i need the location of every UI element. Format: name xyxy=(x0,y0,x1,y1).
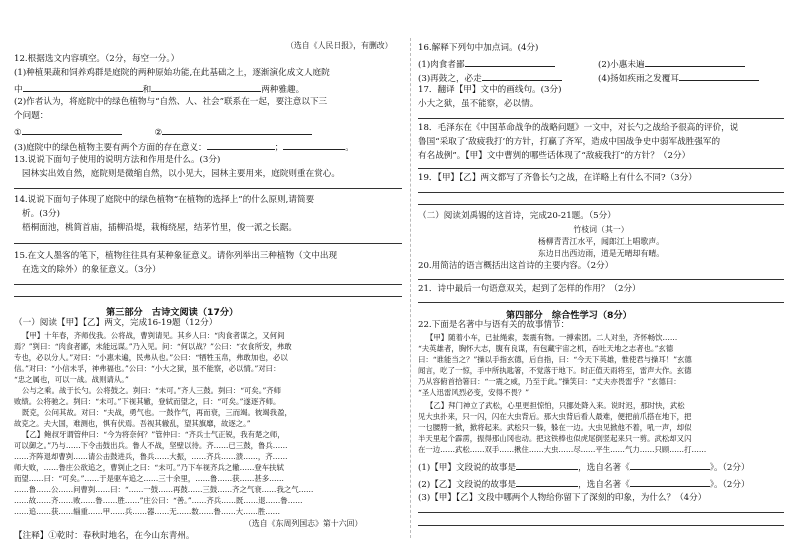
q16-blank-3[interactable] xyxy=(482,72,562,81)
q18-line-a: 18．毛泽东在《中国革命战争的战略问题》一文中，对长勺之战给予很高的评价，说 xyxy=(418,123,739,133)
poem-line-2: 东边日出西边雨，道是无晴却有晴。 xyxy=(537,249,665,258)
q12-1-blank-2[interactable] xyxy=(151,83,261,92)
q22-1-blank-story[interactable] xyxy=(516,461,578,470)
jia-story-line: “圣人迅雷风烈必变，安得不畏？” xyxy=(418,388,530,397)
poem-line-1: 杨柳青青江水平，闻郎江上唱歌声。 xyxy=(537,237,665,246)
q20: 20.用简洁的语言概括出这首诗的主要内容。（2分） xyxy=(418,261,614,271)
q12-2-choice-1: ① ② xyxy=(14,126,312,138)
jia-story-line: 曰：“谁能当之？”操以手指玄德，后自指，曰：“今天下英雄，惟使君与操耳！”玄德 xyxy=(418,355,692,364)
answer-line xyxy=(14,296,402,297)
q22-1: (1)【甲】文段说的故事是 ，选自名著《 》。（2分） xyxy=(418,463,750,473)
yi-line: 【乙】鲍叔牙谓管仲曰：“今为将奈何？”管仲曰：“齐兵士气正锐，我有楚之师， xyxy=(22,430,285,439)
q18-line-c: 有名战例”。【甲】文中曹刿的哪些话体现了“敌疲我打”的方针？（2分） xyxy=(418,151,691,161)
answer-line xyxy=(418,204,784,205)
q16-item-4: (4)扬如疾雨之发覆耳 xyxy=(598,72,759,84)
q18-line-b: 鲁国“采取了‘敌疲我打’的方针，打赢了齐军，造成中国战争史中弱军战胜强军的 xyxy=(418,137,721,147)
jia-story-line: 【甲】随着小车，已扯绳索，轰震有物。一搏索团。二人对坐，齐怀畅饮…… xyxy=(426,333,678,342)
answer-line xyxy=(14,188,402,189)
q12-1-line-b: 中 和 两种雅趣。 xyxy=(14,85,305,95)
q12-title: 12.根据选文内容填空。（2分，每空一分。） xyxy=(14,54,180,64)
column-divider xyxy=(410,38,411,538)
annotation-note: 【注释】①乾时：春秋时地名，在今山东青州。 xyxy=(14,531,195,541)
q12-3: (3)庭院中的绿色植物主要有两个方面的存在意义： ； 。 xyxy=(14,143,354,153)
q22-2: (2)【乙】文段说的故事是 ，选自名著《 》。（2分） xyxy=(418,480,750,490)
q14-title: 14.说说下面句子体现了庭院中的绿色植物“在植物的选择上”的什么原则,请简要 xyxy=(14,195,315,205)
yi-line: ……故……齐……败……鲁……胜……”庄公曰：“善。”……齐兵……既……退……鲁…… xyxy=(14,496,303,505)
answer-line xyxy=(418,279,784,280)
q15-title-2: 在选文的除外）的象征意义。（3分） xyxy=(22,265,161,275)
yi-line: ……鲁……公……问曹刿……曰：“……一鼓……再鼓……三鼓……齐之气衰……我之气…… xyxy=(14,485,314,494)
answer-line xyxy=(418,512,784,513)
yi-story-line: 一乜腰胯一掀，掀将起来。武松只一躲，躲在一边。大虫见掀他不着，吼一声，却似 xyxy=(418,423,692,432)
poem-title: 竹枝词（其一） xyxy=(573,225,629,234)
yi-story-line: 半天里起个霹雳，振得那山冈也动。把这铁棒也似虎尾倒竖起来只一剪。武松却又闪 xyxy=(418,434,692,443)
jia-line: “忠之属也，可以一战。战则请从。” xyxy=(14,375,129,384)
q12-1-blank-1[interactable] xyxy=(23,83,143,92)
q12-3-blank-1[interactable] xyxy=(207,141,275,150)
q16-item-3: (3)再鼓之，必走 xyxy=(418,72,562,84)
jia-line: 败绩。公将驰之。刿曰：“未可。”下视其辙，登轼而望之，曰：“可矣。”遂逐齐师。 xyxy=(14,397,281,406)
q14-text: 梧桐面池，桃简首庙，插柳沿堤，栽梅绕屋，结茅竹里，俊一派之长踞。 xyxy=(22,223,298,233)
yi-line: 可以御之。”乃与……下令击鼓出兵。鲁人不战，坚壁以待。齐……已三鼓，鲁兵…… xyxy=(14,441,288,450)
q16-item-2: (2)小惠未遍 xyxy=(598,58,745,70)
q22-2-blank-story[interactable] xyxy=(516,478,578,487)
q17-title: 17．翻译【甲】文中的画线句。(3分) xyxy=(418,85,562,95)
yi-line: ……追……获……辎重……甲……兵……器……无……数……鲁……大……胜…… xyxy=(14,507,281,516)
q22-title: 22.下面是名著中与语有关的故事情节： xyxy=(418,320,570,330)
jia-story-line: “夫英雄者，胸怀大志，腹有良谋，有包藏宇宙之机，吞吐天地之志者也。”玄德 xyxy=(418,344,674,353)
q13-title: 13.说说下面句子使用的说明方法和作用是什么。(3分) xyxy=(14,155,221,165)
q12-2-line-a: (2)作者认为，将庭院中的绿色植物与“自然、人、社会”联系在一起，要注意以下三 xyxy=(14,97,328,107)
answer-line xyxy=(14,284,402,285)
answer-line xyxy=(418,525,784,526)
q22-3: (3)【甲】【乙】文段中哪两个人物给你留下了深刻的印象，为什么？（4分） xyxy=(418,493,707,503)
q13-text: 园林实出效自然，庭院则是微缩自然，以小见大，园林主要用来，庭院则重在赏心。 xyxy=(22,169,340,179)
part4-header: 第四部分 综合性学习（8分） xyxy=(506,310,632,321)
q12-3-blank-2[interactable] xyxy=(283,141,345,150)
yi-story-line: 在一边……武松……双手……揪住……大虫……尽……平生……气力……只顾……打…… xyxy=(418,445,707,454)
yi-line: ……齐阵退却曹刿……请公击鼓进兵，鲁兵……大振，……齐兵……溃……，齐…… xyxy=(14,452,288,461)
jia-story-line: 闻言，吃了一惊，手中所执匙箸，不觉落于地下。时正值天雨将至，雷声大作。玄德 xyxy=(418,366,692,375)
answer-line xyxy=(418,192,784,193)
q22-1-blank-book[interactable] xyxy=(630,461,710,470)
q21: 21．诗中最后一句语意双关，起到了怎样的作用？（2分） xyxy=(418,284,641,294)
section1-title: （一）阅读【甲】【乙】两文，完成16-19题（12分） xyxy=(14,318,218,328)
q16-blank-4[interactable] xyxy=(679,72,759,81)
q16-item-1: (1)肉食者鄙 xyxy=(418,58,555,70)
q12-1-line-a: (1)种植果蔬和饲养鸡群是庭院的两种原始功能,在此基础之上，逐渐演化成文人庭院 xyxy=(14,68,330,78)
q19: 19．【甲】【乙】两文都写了齐鲁长勺之战，在详略上有什么不同?（3分） xyxy=(418,173,697,183)
q22-2-blank-book[interactable] xyxy=(630,478,710,487)
yi-line: 师大败，……鲁庄公欲追之，曹刿止之曰：“未可。”乃下车视齐兵之辙……登车扶轼 xyxy=(14,463,284,472)
yi-story-line: 见大虫扑来，只一闪，闪在大虫背后。那大虫背后看人最难，便把前爪搭在地下，把 xyxy=(418,412,692,421)
yi-line: 而望……曰：“可矣。”……于是驱车追之……三十余里，……鲁……获……甚多…… xyxy=(14,474,284,483)
jia-line: 信。”对曰：“小信未孚，神弗福也。”公曰：“小大之狱，虽不能察，必以情。”对曰： xyxy=(14,364,281,373)
jia-story-line: 乃从容俯首拾箸曰：“一震之威，乃至于此。”操笑曰：“丈夫亦畏雷乎？”玄德曰： xyxy=(418,377,681,386)
jia-line: 故克之。夫大国，难测也，惧有伏焉。吾视其辙乱，望其旗靡，故逐之。” xyxy=(14,419,251,428)
q16-title: 16.解释下列句中加点词。(4分) xyxy=(418,43,539,53)
answer-line xyxy=(14,243,402,244)
section2-title: （二）阅读刘禹锡的这首诗，完成20-21题。（5分） xyxy=(418,211,616,221)
q14-title-2: 析。(3分) xyxy=(22,209,60,219)
q16-blank-1[interactable] xyxy=(465,58,555,67)
jia-line: 公与之乘。战于长勺。公将鼓之。刿曰：“未可。”齐人三鼓。刿曰：“可矣。”齐师 xyxy=(22,386,281,395)
q16-blank-2[interactable] xyxy=(645,58,745,67)
q12-2-blank-2[interactable] xyxy=(162,126,312,135)
answer-line xyxy=(418,302,784,303)
q17-text: 小大之狱，虽不能察，必以情。 xyxy=(418,99,539,109)
source-top: （选自《人民日报》，有删改） xyxy=(286,41,393,50)
jia-line: 专也，必以分人。”对曰：“小惠未遍，民弗从也。”公曰：“牺牲玉帛，弗敢加也，必以 xyxy=(14,353,288,362)
jia-line: 【甲】十年春，齐师伐我。公将战，曹刿请见。其乡人曰：“肉食者谋之，又何间 xyxy=(22,331,285,340)
source-bottom: （选自《东周列国志》第十六回） xyxy=(244,519,363,528)
answer-line xyxy=(418,168,784,169)
jia-line: 既克，公问其故。对曰：“夫战，勇气也。一鼓作气，再而衰，三而竭。彼竭我盈， xyxy=(22,408,292,417)
yi-story-line: 【乙】拜门神立了武松，心里更担惊怕，只挪处降入来。说时迟，那时快，武松 xyxy=(426,401,685,410)
answer-line xyxy=(418,118,784,119)
jia-line: 焉？”刿曰：“肉食者鄙，未能远谋。”乃入见。问：“何以战？”公曰：“衣食所安，弗敢 xyxy=(14,342,292,351)
q12-2-blank-1[interactable] xyxy=(22,126,122,135)
q15-title: 15.在文人墨客的笔下，植物往往具有某种象征意义。请你列举出三种植物（文中出现 xyxy=(14,251,338,261)
part3-header: 第三部分 古诗文阅读（17分） xyxy=(106,307,239,318)
q12-2-line-b: 个问题： xyxy=(14,111,49,121)
